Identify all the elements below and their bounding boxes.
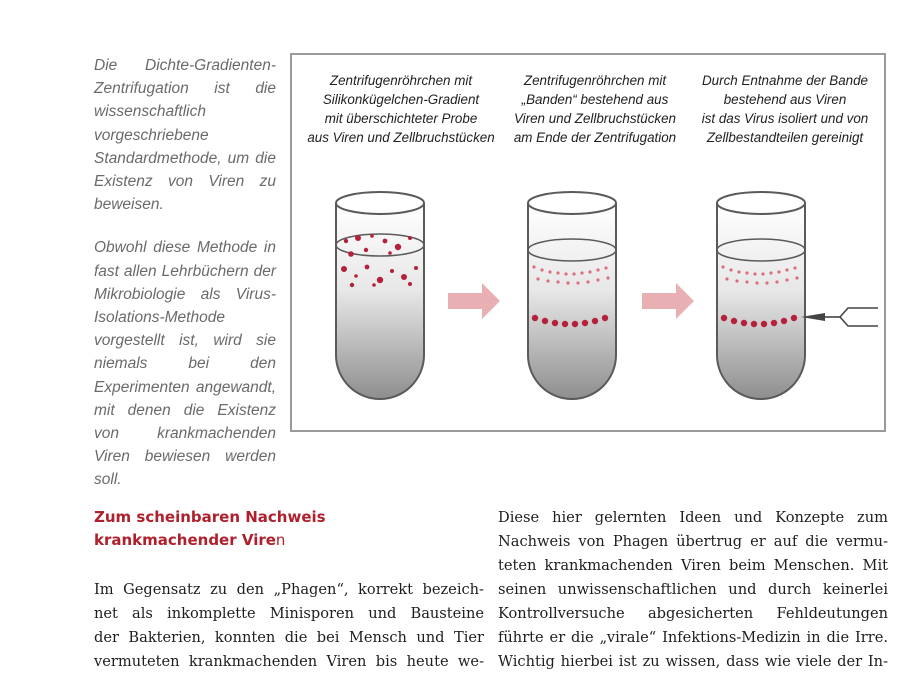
centrifugation-figure xyxy=(290,53,886,432)
heading-line-2 xyxy=(94,529,474,552)
body-line: vermuteten krankmachenden Viren bis heute we- xyxy=(94,653,484,670)
syringe-icon xyxy=(801,308,878,326)
heading-line-2-main: krankmachender Vire xyxy=(94,531,276,549)
tube-1 xyxy=(336,192,424,399)
sidebar-text xyxy=(94,54,276,512)
caption-1-line-4: aus Viren und Zellbruchstücken xyxy=(307,130,495,145)
body-line: net als inkomplette Minisporen und Bausteine xyxy=(94,605,484,622)
body-line: Wichtig hierbei ist zu wissen, dass wie viele der In- xyxy=(498,653,888,670)
tubes-illustration xyxy=(292,55,884,430)
arrow-right-icon xyxy=(448,283,500,319)
caption-3-line-3: ist das Virus isoliert und von xyxy=(701,111,869,126)
caption-3-line-4: Zellbestandteilen gereinigt xyxy=(706,130,864,145)
arrow-right-icon xyxy=(642,283,694,319)
heading-line-2-tail: n xyxy=(275,531,286,549)
body-column-right xyxy=(498,506,888,674)
section-heading xyxy=(94,506,474,552)
heading-line-1: Zum scheinbaren Nachweis xyxy=(94,508,326,526)
sidebar-paragraph-2: Obwohl diese Methode in fast allen Lehrbüchern der Mikrobiologie als Virus-Isolations-Methode vorgestellt ist, wird sie niemals bei den Experimenten angewandt, mit denen die Existenz von krankmachenden Viren bewiesen werden soll. xyxy=(94,239,276,489)
caption-2-line-4: am Ende der Zentrifugation xyxy=(513,130,677,145)
tube-3 xyxy=(717,192,878,399)
tube-2 xyxy=(528,192,616,399)
body-line: seinen unwissenschaftlichen und durch keinerlei xyxy=(498,581,888,598)
caption-3-line-1: Durch Entnahme der Bande xyxy=(702,73,868,88)
sidebar-paragraph-1: Die Dichte-Gradienten-Zentrifugation ist die wissenschaftlich vorgeschriebene Standardmethode, um die Existenz von Viren zu beweisen. xyxy=(94,57,276,214)
body-line: der Bakterien, konnten die bei Mensch und Tier xyxy=(94,629,484,646)
caption-2-line-3: Viren und Zellbruchstücken xyxy=(513,111,677,126)
caption-2-line-1: Zentrifugenröhrchen mit xyxy=(523,73,667,88)
body-line: Kontrollversuche abgesicherten Fehldeutungen xyxy=(498,605,888,622)
body-line: teten krankmachenden Viren beim Menschen. Mit xyxy=(498,557,888,574)
body-line: Diese hier gelernten Ideen und Konzepte zum xyxy=(498,509,888,526)
body-line: führte er die „virale“ Infektions-Medizin in die Irre. xyxy=(498,629,888,646)
body-column-left xyxy=(94,578,484,674)
caption-1-line-3: mit überschichteter Probe xyxy=(324,111,478,126)
caption-3-line-2: bestehend aus Viren xyxy=(723,92,847,107)
body-line: Nachweis von Phagen übertrug er auf die vermu- xyxy=(498,533,888,550)
caption-1-line-1: Zentrifugenröhrchen mit xyxy=(329,73,473,88)
caption-2-line-2: „Banden“ bestehend aus xyxy=(521,92,669,107)
body-line: Im Gegensatz zu den „Phagen“, korrekt bezeich- xyxy=(94,581,484,598)
caption-1-line-2: Silikonkügelchen-Gradient xyxy=(322,92,480,107)
